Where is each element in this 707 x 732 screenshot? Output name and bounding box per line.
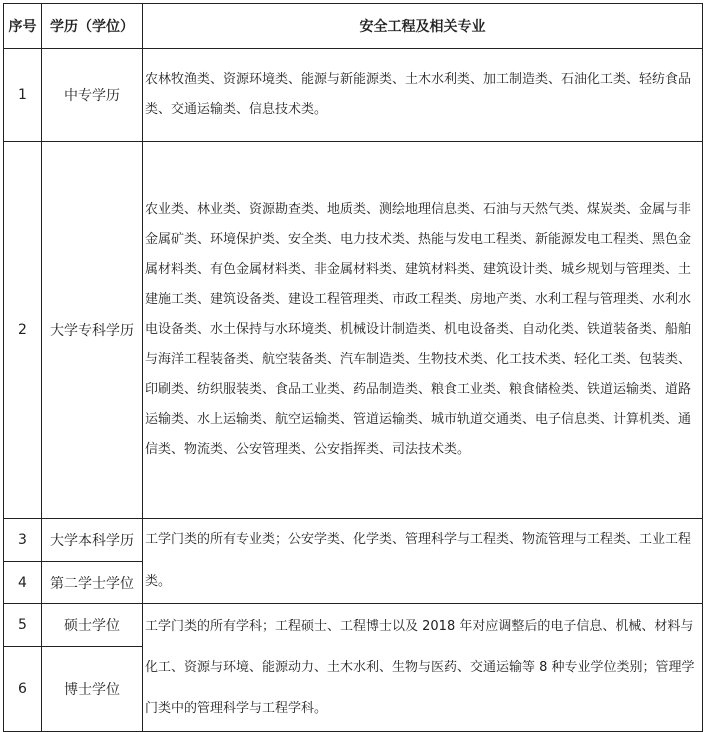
row-education: 博士学位 xyxy=(42,647,143,732)
row-education: 中专学历 xyxy=(42,49,143,142)
table-row xyxy=(4,142,703,519)
row-number: 5 xyxy=(4,604,42,647)
row-major: 农林牧渔类、资源环境类、能源与新能源类、土木水利类、加工制造类、石油化工类、轻纺食品类、交通运输类、信息技术类。 xyxy=(143,49,703,142)
row-number: 4 xyxy=(4,562,42,604)
qualification-table xyxy=(3,3,703,732)
table-row xyxy=(4,49,703,142)
row-number: 1 xyxy=(4,49,42,142)
row-education: 大学专科学历 xyxy=(42,142,143,519)
header-no: 序号 xyxy=(4,4,42,49)
row-education: 硕士学位 xyxy=(42,604,143,647)
table-row xyxy=(4,604,703,647)
row-number: 2 xyxy=(4,142,42,519)
row-major-merged: 工学门类的所有专业类；公安学类、化学类、管理科学与工程类、物流管理与工程类、工业工程类。 xyxy=(143,519,703,604)
qualification-table-wrapper xyxy=(3,3,703,732)
header-education: 学历（学位） xyxy=(42,4,143,49)
row-education: 大学本科学历 xyxy=(42,519,143,562)
header-row xyxy=(4,4,703,49)
table-row xyxy=(4,519,703,562)
row-number: 6 xyxy=(4,647,42,732)
row-major-merged: 工学门类的所有学科；工程硕士、工程博士以及 2018 年对应调整后的电子信息、机械、材料与化工、资源与环境、能源动力、土木水利、生物与医药、交通运输等 8 种专业学位类别；管理学门类中的管理科学与工程学科。 xyxy=(143,604,703,732)
row-education: 第二学士学位 xyxy=(42,562,143,604)
header-major: 安全工程及相关专业 xyxy=(143,4,703,49)
row-major: 农业类、林业类、资源勘查类、地质类、测绘地理信息类、石油与天然气类、煤炭类、金属与非金属矿类、环境保护类、安全类、电力技术类、热能与发电工程类、新能源发电工程类、黑色金属材料类、有色金属材料类、非金属材料类、建筑材料类、建筑设计类、城乡规划与管理类、土建施工类、建筑设备类、建设工程管理类、市政工程类、房地产类、水利工程与管理类、水利水电设备类、水土保持与水环境类、机械设计制造类、机电设备类、自动化类、铁道装备类、船舶与海洋工程装备类、航空装备类、汽车制造类、生物技术类、化工技术类、轻化工类、包装类、印刷类、纺织服装类、食品工业类、药品制造类、粮食工业类、粮食储检类、铁道运输类、道路运输类、水上运输类、航空运输类、管道运输类、城市轨道交通类、电子信息类、计算机类、通信类、物流类、公安管理类、公安指挥类、司法技术类。 xyxy=(143,142,703,519)
row-number: 3 xyxy=(4,519,42,562)
